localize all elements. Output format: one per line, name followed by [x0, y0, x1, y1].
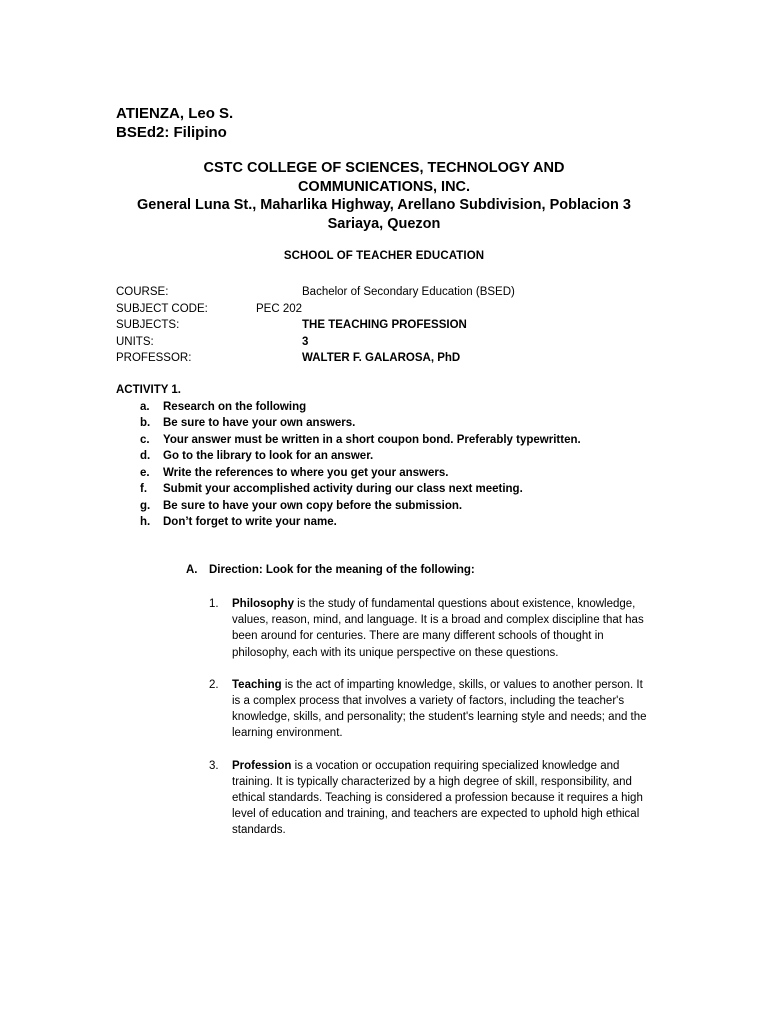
college-address-line1: General Luna St., Maharlika Highway, Arellano Subdivision, Poblacion 3	[137, 197, 631, 213]
college-header	[100, 159, 668, 233]
activity-section	[116, 382, 581, 531]
definition-text: is the study of fundamental questions about existence, knowledge, values, reason, mind, and language. It is a broad and complex discipline that has been around for centuries. There are many different schools of thought in philosophy, each with its unique perspective on these questions.	[232, 598, 644, 659]
info-value: THE TEACHING PROFESSION	[302, 319, 467, 331]
list-marker: a.	[140, 400, 150, 413]
list-text: Your answer must be written in a short coupon bond. Preferably typewritten.	[163, 433, 581, 446]
list-text: Submit your accomplished activity during our class next meeting.	[163, 483, 523, 495]
list-text: Research on the following	[163, 400, 307, 413]
definition-text: is a vocation or occupation requiring specialized knowledge and training. It is typically characterized by a high degree of skill, responsibility, and ethical standards. Teaching is considered a profession because it requires a high level of education and training, and teachers are expected to uphold high ethical standards.	[232, 759, 643, 837]
activity-list	[116, 399, 581, 531]
college-name-line2: COMMUNICATIONS, INC.	[297, 178, 471, 195]
definition-item	[209, 677, 654, 742]
info-label: SUBJECT CODE:	[116, 302, 208, 315]
info-value: WALTER F. GALAROSA, PhD	[302, 352, 461, 364]
info-value: 3	[302, 335, 309, 348]
student-section: BSEd2: Filipino	[116, 124, 227, 141]
college-address-line2: Sariaya, Quezon	[327, 215, 441, 232]
list-marker: g.	[140, 499, 151, 512]
list-item	[116, 432, 581, 449]
list-text: Be sure to have your own answers.	[163, 417, 356, 429]
list-item	[116, 514, 337, 531]
list-text: Go to the library to look for an answer.	[163, 450, 374, 462]
list-marker: c.	[140, 433, 150, 446]
info-label: UNITS:	[116, 335, 154, 348]
definition-term: Profession	[232, 759, 292, 772]
list-text: Don’t forget to write your name.	[163, 516, 337, 528]
activity-title: ACTIVITY 1.	[116, 384, 181, 396]
list-text: Be sure to have your own copy before the submission.	[163, 499, 463, 512]
definition-item	[209, 758, 654, 839]
direction-marker: A.	[186, 564, 198, 576]
list-marker: d.	[140, 450, 151, 462]
list-item	[116, 498, 463, 515]
direction-text: Direction: Look for the meaning of the following:	[209, 564, 475, 576]
definition-number: 3.	[209, 759, 219, 772]
definition-term: Philosophy	[232, 598, 294, 610]
school-title: SCHOOL OF TEACHER EDUCATION	[283, 250, 485, 262]
list-marker: b.	[140, 417, 151, 429]
college-name-line1: CSTC COLLEGE OF SCIENCES, TECHNOLOGY AND	[203, 160, 565, 176]
info-label: COURSE:	[116, 286, 169, 298]
info-label: PROFESSOR:	[116, 352, 192, 364]
definition-item	[209, 596, 654, 661]
list-marker: e.	[140, 466, 150, 479]
info-value: Bachelor of Secondary Education (BSED)	[302, 286, 515, 298]
definition-number: 2.	[209, 678, 219, 691]
definitions-list	[209, 596, 654, 855]
definition-text: is the act of imparting knowledge, skills, or values to another person. It is a complex process that involves a variety of factors, including the teacher's knowledge, skills, and personality; the student's learning style and needs; and the learning environment.	[232, 678, 647, 740]
info-label: SUBJECTS:	[116, 319, 180, 331]
list-text: Write the references to where you get your answers.	[163, 466, 449, 479]
definition-number: 1.	[209, 598, 219, 610]
definition-term: Teaching	[232, 678, 282, 691]
list-marker: h.	[140, 516, 151, 528]
list-item	[116, 448, 374, 465]
list-marker: f.	[140, 483, 148, 495]
info-value: PEC 202	[256, 302, 303, 315]
list-item	[116, 399, 307, 416]
student-header	[116, 104, 233, 142]
student-name: ATIENZA, Leo S.	[116, 105, 234, 122]
list-item	[116, 465, 449, 482]
list-item	[116, 481, 523, 498]
list-item	[116, 415, 356, 432]
